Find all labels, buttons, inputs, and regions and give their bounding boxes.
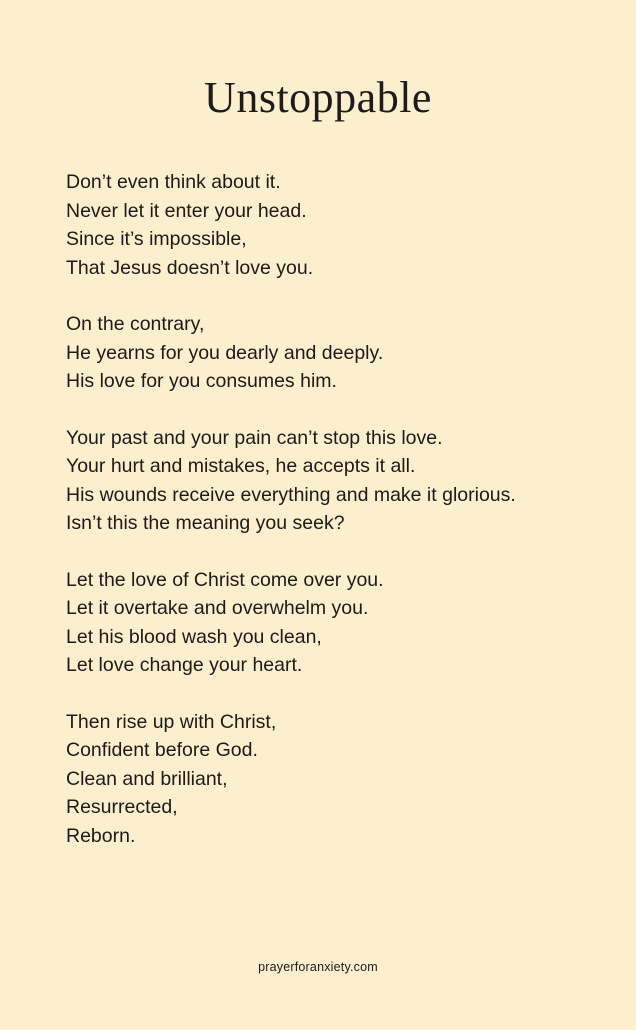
poem-line: Isn’t this the meaning you seek? xyxy=(66,512,345,534)
poem-line: His wounds receive everything and make it glorious. xyxy=(66,483,516,506)
poem-body xyxy=(0,123,636,850)
poem-line: Let it overtake and overwhelm you. xyxy=(66,597,369,619)
poem-line: Your past and your pain can’t stop this love. xyxy=(66,426,443,449)
poem-stanza xyxy=(66,168,636,282)
poem-line: Never let it enter your head. xyxy=(66,199,307,222)
poem-line: Since it’s impossible, xyxy=(66,228,247,250)
poem-line: Then rise up with Christ, xyxy=(66,710,277,733)
poem-stanza xyxy=(66,424,636,538)
footer xyxy=(0,958,636,976)
poem-line: Your hurt and mistakes, he accepts it all. xyxy=(66,455,416,477)
page-title: Unstoppable xyxy=(204,73,432,122)
poem-stanza xyxy=(66,708,636,851)
poem-line: Clean and brilliant, xyxy=(66,767,228,790)
poem-line: He yearns for you dearly and deeply. xyxy=(66,341,384,364)
poem-line: Let love change your heart. xyxy=(66,654,303,676)
poem-stanza xyxy=(66,566,636,680)
poem-line: Don’t even think about it. xyxy=(66,171,281,193)
poem-line: Reborn. xyxy=(66,824,136,847)
poem-stanza xyxy=(66,310,636,396)
poem-line: On the contrary, xyxy=(66,313,205,335)
poem-line: Let the love of Christ come over you. xyxy=(66,568,384,591)
poem-line: Confident before God. xyxy=(66,739,258,761)
site-credit: prayerforanxiety.com xyxy=(258,960,378,974)
poem-line: That Jesus doesn’t love you. xyxy=(66,256,314,279)
poem-line: Resurrected, xyxy=(66,796,178,818)
poem-line: Let his blood wash you clean, xyxy=(66,625,322,648)
poem-line: His love for you consumes him. xyxy=(66,370,337,392)
